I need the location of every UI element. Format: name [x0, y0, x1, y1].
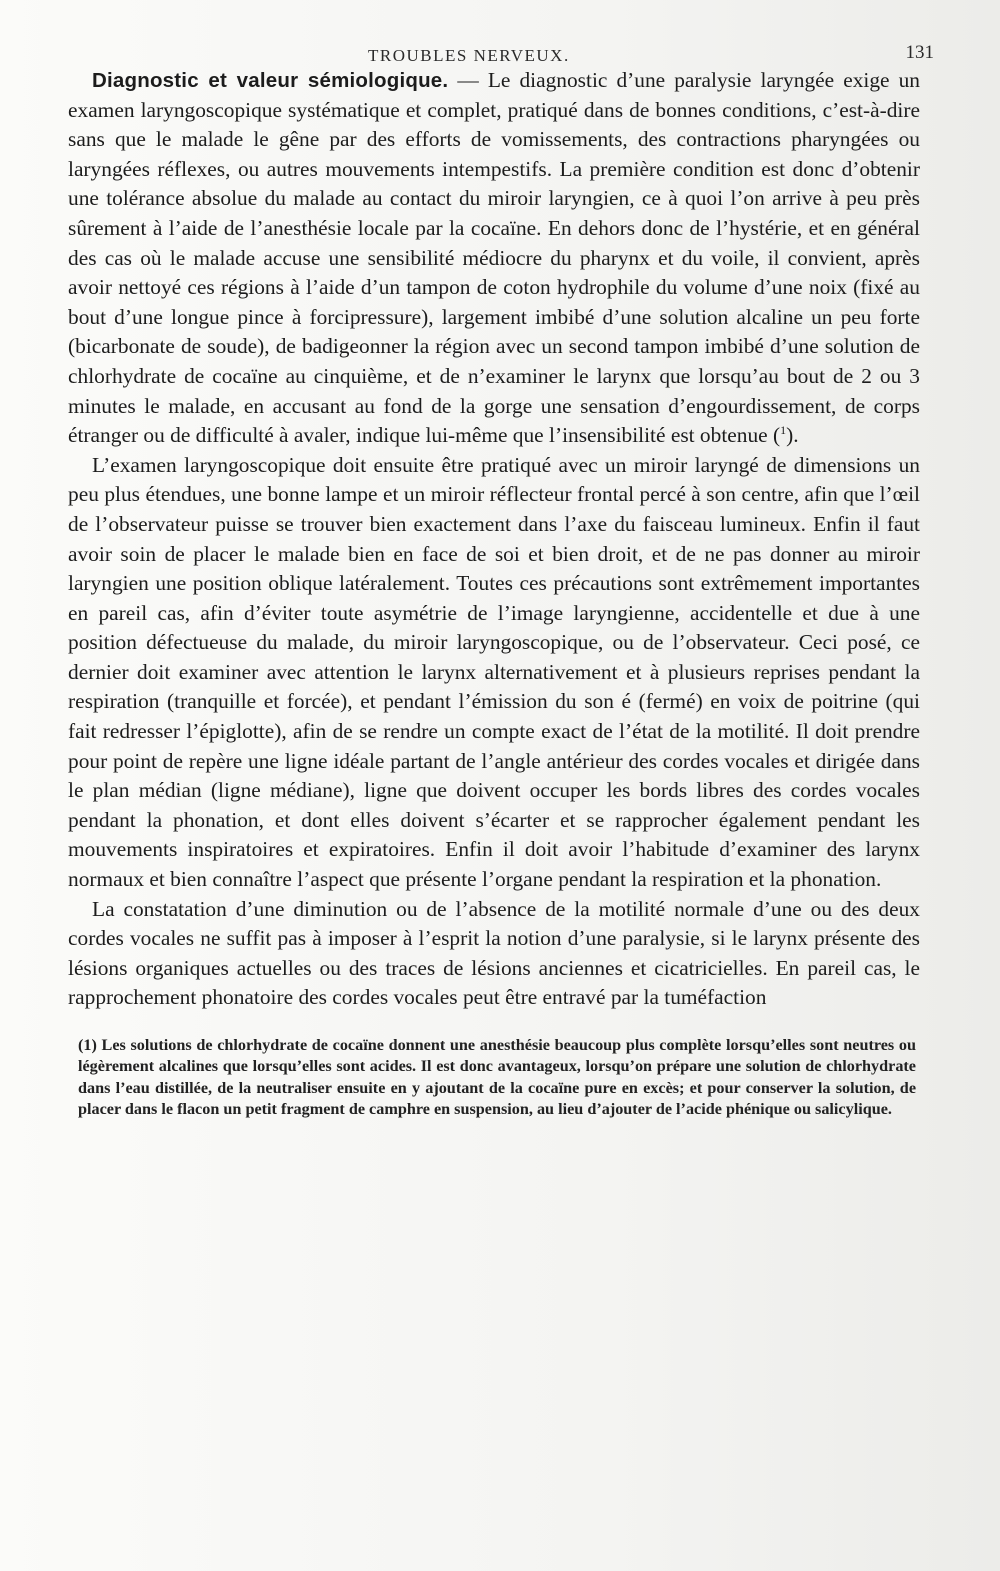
paragraph-2: L’examen laryngoscopique doit ensuite être pratiqué avec un miroir laryngé de dimensions un peu plus étendues, une bonne lampe et un miroir réflecteur frontal percé à son centre, afin que l’œil de l’observateur puisse se trouver bien exactement dans l’axe du faisceau lumineux. Enfin il faut avoir soin de placer le malade bien en face de soi et bien droit, et de ne pas donner au miroir laryngien une position oblique latéralement. Toutes ces précautions sont extrêmement importantes en pareil cas, afin d’éviter toute asymétrie de l’image laryngienne, accidentelle et due à une position défectueuse du malade, du miroir laryngoscopique, ou de l’observateur. Ceci posé, ce dernier doit examiner avec attention le larynx alternativement et à plusieurs reprises pendant la respiration (tranquille et forcée), et pendant l’émission du son é (fermé) en voix de poitrine (qui fait redresser l’épiglotte), afin de se rendre un compte exact de l’état de la motilité. Il doit prendre pour point de repère une ligne idéale partant de l’angle antérieur des cordes vocales et dirigée dans le plan médian (ligne médiane), ligne que doivent occuper les bords libres des cordes vocales pendant la phonation, et dont elles doivent s’écarter et se rapprocher également pendant les mouvements inspiratoires et expiratoires. Enfin il doit avoir l’habitude d’examiner des larynx normaux et bien connaître l’aspect que présente l’organe pendant la respiration et la phonation. — [68, 452, 920, 892]
paragraph-3: La constatation d’une diminution ou de l’absence de la motilité normale d’une ou des deux cordes vocales ne suffit pas à imposer à l’esprit la notion d’une paralysie, si le larynx présente des lésions organiques actuelles ou des traces de lésions anciennes et cicatricielles. En pareil cas, le rapprochement phonatoire des cordes vocales peut être entravé par la tuméfaction — [68, 896, 920, 1010]
paragraph-1-text: — Le diagnostic d’une paralysie laryngée exige un examen laryngoscopique systématique et complet, pratiqué dans de bonnes conditions, c’est-à-dire sans que le malade le gêne par des efforts de vomissements, des contractions pharyngées ou laryngées réflexes, ou autres mouvements intempestifs. La première condition est donc d’obtenir une tolérance absolue du malade au contact du miroir laryngien, ce à quoi l’on arrive à peu près sûrement à l’aide de l’anesthésie locale par la cocaïne. En dehors donc de l’hystérie, et en général des cas où le malade accuse une sensibilité médiocre du pharynx et du voile, il convient, après avoir nettoyé ces régions à l’aide d’un tampon de coton hydrophile du volume d’une noix (fixé au bout d’une longue pince à forcipressure), largement imbibé d’une solution alcaline un peu forte (bicarbonate de soude), de badigeonner la région avec un second tampon imbibé d’une solution de chlorhydrate de cocaïne au cinquième, et de n’examiner le larynx que lorsqu’au bout de 2 ou 3 minutes le malade, en accusant au fond de la gorge une sensation d’engourdissement, de corps étranger ou de difficulté à avaler, indique lui-même que l’insensibilité est obtenue ( — [68, 68, 920, 448]
paragraph-1 — [68, 66, 920, 451]
main-text — [68, 66, 920, 1013]
footnote-marker: (1) — [78, 1036, 97, 1054]
section-heading: Diagnostic et valeur sémiologique. — [92, 69, 449, 92]
running-title: TROUBLES NERVEUX. — [368, 46, 570, 65]
running-head — [68, 40, 934, 66]
footnote-text: Les solutions de chlorhydrate de cocaïne donnent une anesthésie beaucoup plus complète lorsqu’elles sont neutres ou légèrement alcalines que lorsqu’elles sont acides. Il est donc avantageux, lorsqu’on prépare une solution de chlorhydrate dans l’eau distillée, de la neutraliser ensuite en y ajoutant de la cocaïne pure en excès; et pour conserver la solution, de placer dans le flacon un petit fragment de camphre en suspension, au lieu d’ajouter de l’acide phénique ou salicylique. — [78, 1036, 916, 1119]
footnote-reference: 1 — [780, 423, 787, 437]
paragraph-1-end: ). — [786, 423, 799, 448]
footnote — [68, 1035, 920, 1121]
page-number: 131 — [905, 42, 934, 63]
